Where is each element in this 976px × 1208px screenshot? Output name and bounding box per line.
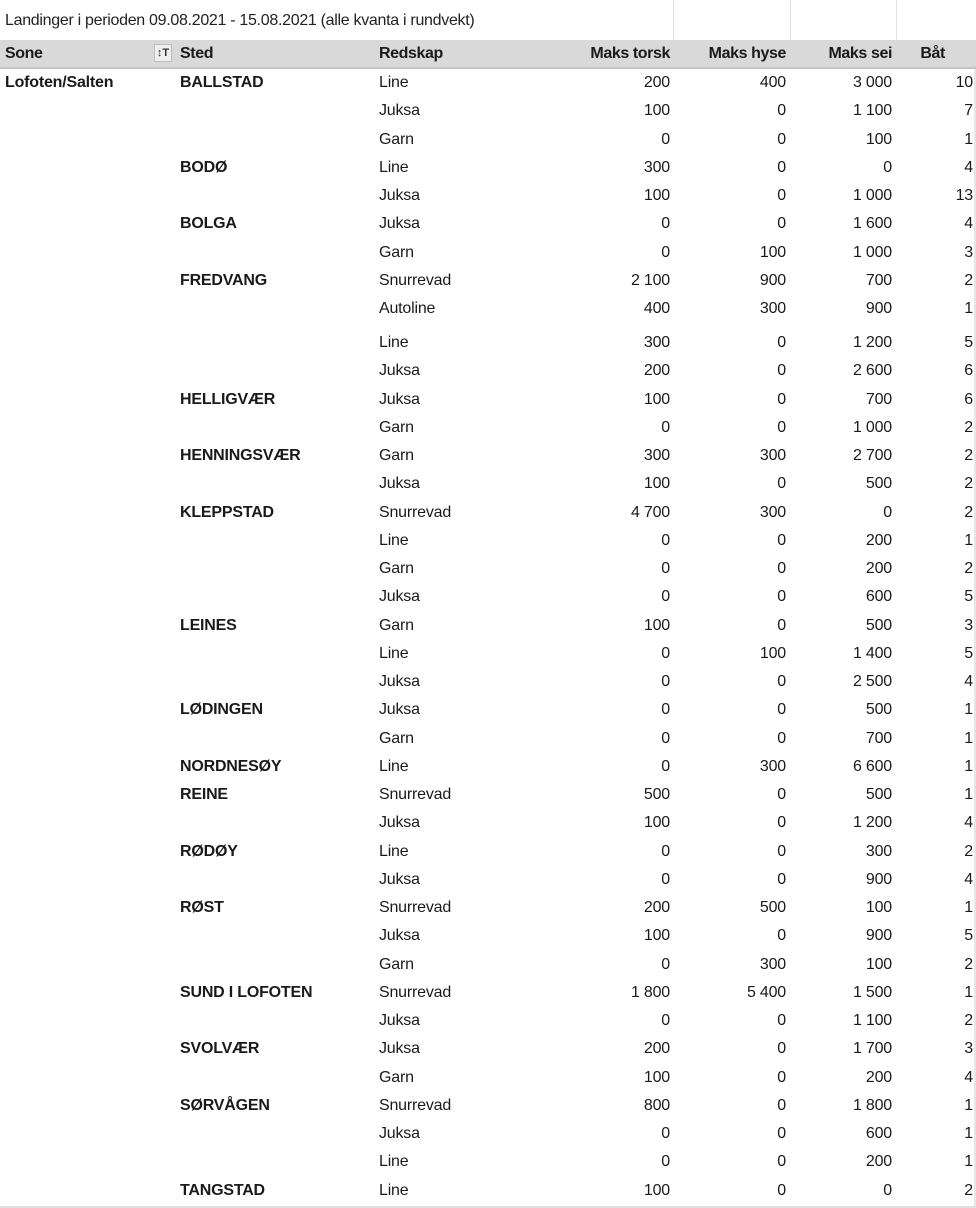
- cell-bat[interactable]: 4: [964, 158, 973, 176]
- cell-maks-hyse[interactable]: 0: [777, 1012, 786, 1029]
- cell-sted[interactable]: BOLGA: [180, 215, 237, 233]
- table-row[interactable]: [0, 725, 976, 753]
- cell-maks-sei[interactable]: 200: [865, 560, 892, 577]
- table-row[interactable]: [0, 323, 976, 357]
- cell-redskap[interactable]: Juksa: [379, 102, 420, 120]
- header-sted[interactable]: Sted: [180, 45, 214, 62]
- cell-maks-hyse[interactable]: 0: [777, 842, 786, 860]
- cell-redskap[interactable]: Line: [379, 158, 409, 176]
- cell-maks-torsk[interactable]: 0: [661, 701, 670, 719]
- cell-bat[interactable]: 6: [964, 362, 973, 380]
- cell-bat[interactable]: 1: [964, 531, 973, 549]
- cell-redskap[interactable]: Juksa: [379, 362, 420, 380]
- table-row[interactable]: [0, 1092, 976, 1120]
- cell-maks-torsk[interactable]: 200: [643, 1040, 670, 1058]
- cell-maks-hyse[interactable]: 0: [777, 130, 786, 148]
- cell-redskap[interactable]: Snurrevad: [379, 1096, 452, 1114]
- cell-sted[interactable]: LØDINGEN: [180, 701, 263, 719]
- table-row[interactable]: [0, 951, 976, 979]
- header-maks-sei[interactable]: Maks sei: [828, 45, 892, 62]
- cell-maks-torsk[interactable]: 0: [661, 644, 670, 662]
- cell-bat[interactable]: 1: [964, 786, 973, 803]
- cell-sted[interactable]: NORDNESØY: [180, 757, 282, 775]
- cell-maks-sei[interactable]: 500: [865, 701, 892, 719]
- cell-maks-torsk[interactable]: 4 700: [630, 503, 670, 521]
- cell-maks-torsk[interactable]: 100: [643, 187, 670, 204]
- cell-redskap[interactable]: Juksa: [379, 1125, 420, 1142]
- table-row[interactable]: [0, 126, 976, 154]
- table-row[interactable]: [0, 442, 976, 470]
- cell-maks-hyse[interactable]: 0: [777, 588, 786, 606]
- cell-redskap[interactable]: Line: [379, 74, 409, 91]
- cell-maks-sei[interactable]: 200: [865, 1153, 892, 1171]
- table-header: [0, 40, 976, 69]
- cell-maks-torsk[interactable]: 100: [643, 390, 670, 408]
- cell-maks-hyse[interactable]: 300: [759, 503, 786, 521]
- cell-maks-hyse[interactable]: 0: [777, 531, 786, 549]
- cell-maks-sei[interactable]: 600: [865, 588, 892, 606]
- cell-bat[interactable]: 10: [955, 74, 973, 91]
- cell-sted[interactable]: TANGSTAD: [180, 1181, 265, 1199]
- cell-maks-torsk[interactable]: 0: [661, 1153, 670, 1171]
- cell-redskap[interactable]: Snurrevad: [379, 786, 452, 803]
- cell-redskap[interactable]: Garn: [379, 560, 414, 577]
- cell-maks-hyse[interactable]: 5 400: [746, 983, 786, 1001]
- table-row[interactable]: [0, 781, 976, 809]
- cell-redskap[interactable]: Garn: [379, 955, 414, 973]
- table-row[interactable]: [0, 527, 976, 555]
- cell-redskap[interactable]: Line: [379, 757, 409, 775]
- table-row[interactable]: [0, 696, 976, 724]
- cell-sted[interactable]: HELLIGVÆR: [180, 390, 276, 408]
- table-row[interactable]: [0, 583, 976, 611]
- cell-redskap[interactable]: Line: [379, 1153, 409, 1171]
- cell-maks-sei[interactable]: 1 000: [852, 187, 892, 204]
- cell-maks-hyse[interactable]: 0: [777, 334, 786, 352]
- table-row[interactable]: [0, 668, 976, 696]
- cell-maks-torsk[interactable]: 0: [661, 130, 670, 148]
- cell-maks-torsk[interactable]: 100: [643, 814, 670, 832]
- cell-maks-hyse[interactable]: 0: [777, 158, 786, 176]
- cell-bat[interactable]: 1: [964, 130, 973, 148]
- table-row[interactable]: [0, 295, 976, 323]
- cell-sted[interactable]: SUND I LOFOTEN: [180, 983, 313, 1001]
- gridline: [673, 0, 674, 40]
- cell-redskap[interactable]: Juksa: [379, 475, 420, 493]
- cell-redskap[interactable]: Line: [379, 1181, 409, 1199]
- table-row[interactable]: [0, 97, 976, 125]
- cell-bat[interactable]: 6: [964, 390, 973, 408]
- table-row[interactable]: [0, 922, 976, 950]
- cell-maks-sei[interactable]: 500: [865, 475, 892, 493]
- cell-redskap[interactable]: Juksa: [379, 870, 420, 888]
- cell-maks-torsk[interactable]: 500: [643, 786, 670, 803]
- cell-bat[interactable]: 3: [964, 1040, 973, 1058]
- cell-maks-sei[interactable]: 900: [865, 870, 892, 888]
- cell-maks-hyse[interactable]: 0: [777, 814, 786, 832]
- cell-sted[interactable]: SØRVÅGEN: [180, 1096, 270, 1114]
- cell-sted[interactable]: FREDVANG: [180, 271, 267, 289]
- cell-maks-torsk[interactable]: 0: [661, 418, 670, 436]
- cell-bat[interactable]: 7: [964, 102, 973, 120]
- cell-maks-torsk[interactable]: 0: [661, 588, 670, 606]
- cell-maks-hyse[interactable]: 0: [777, 390, 786, 408]
- cell-maks-torsk[interactable]: 0: [661, 215, 670, 233]
- table-row[interactable]: [0, 894, 976, 922]
- cell-redskap[interactable]: Juksa: [379, 927, 420, 945]
- cell-bat[interactable]: 2: [964, 418, 973, 436]
- cell-bat[interactable]: 13: [955, 187, 973, 204]
- cell-maks-sei[interactable]: 2 700: [852, 447, 892, 464]
- cell-redskap[interactable]: Autoline: [379, 300, 436, 317]
- cell-sted[interactable]: BALLSTAD: [180, 74, 264, 91]
- cell-sted[interactable]: HENNINGSVÆR: [180, 447, 301, 464]
- cell-maks-sei[interactable]: 1 400: [852, 644, 892, 662]
- cell-maks-hyse[interactable]: 0: [777, 187, 786, 204]
- cell-maks-sei[interactable]: 1 000: [852, 243, 892, 261]
- cell-maks-sei[interactable]: 1 700: [852, 1040, 892, 1058]
- cell-maks-torsk[interactable]: 0: [661, 955, 670, 973]
- cell-maks-hyse[interactable]: 300: [759, 955, 786, 973]
- table-row[interactable]: [0, 1148, 976, 1176]
- cell-bat[interactable]: 1: [964, 899, 973, 916]
- cell-maks-torsk[interactable]: 200: [643, 362, 670, 380]
- cell-bat[interactable]: 2: [964, 1181, 973, 1199]
- header-sone[interactable]: Sone: [5, 45, 43, 62]
- cell-maks-torsk[interactable]: 100: [643, 1068, 670, 1086]
- cell-redskap[interactable]: Garn: [379, 130, 414, 148]
- cell-redskap[interactable]: Juksa: [379, 1012, 420, 1029]
- cell-maks-hyse[interactable]: 500: [759, 899, 786, 916]
- cell-redskap[interactable]: Line: [379, 531, 409, 549]
- cell-bat[interactable]: 3: [964, 616, 973, 634]
- table-row[interactable]: [0, 753, 976, 781]
- gridline: [896, 0, 897, 40]
- cell-maks-hyse[interactable]: 0: [777, 1040, 786, 1058]
- cell-maks-sei[interactable]: 600: [865, 1125, 892, 1142]
- cell-redskap[interactable]: Snurrevad: [379, 983, 452, 1001]
- cell-redskap[interactable]: Garn: [379, 729, 414, 747]
- cell-maks-hyse[interactable]: 0: [777, 102, 786, 120]
- cell-maks-sei[interactable]: 0: [883, 503, 892, 521]
- cell-maks-sei[interactable]: 1 200: [852, 334, 892, 352]
- table-row[interactable]: [0, 69, 976, 97]
- cell-bat[interactable]: 1: [964, 1125, 973, 1142]
- cell-bat[interactable]: 4: [964, 814, 973, 832]
- cell-maks-torsk[interactable]: 800: [643, 1096, 670, 1114]
- cell-redskap[interactable]: Snurrevad: [379, 271, 452, 289]
- cell-maks-torsk[interactable]: 300: [643, 334, 670, 352]
- table-row[interactable]: [0, 838, 976, 866]
- table-row[interactable]: [0, 1177, 976, 1205]
- cell-maks-torsk[interactable]: 0: [661, 1012, 670, 1029]
- cell-maks-hyse[interactable]: 0: [777, 1181, 786, 1199]
- cell-bat[interactable]: 2: [964, 271, 973, 289]
- header-redskap[interactable]: Redskap: [379, 45, 443, 62]
- cell-maks-hyse[interactable]: 0: [777, 418, 786, 436]
- report-title: Landinger i perioden 09.08.2021 - 15.08.2021 (alle kvanta i rundvekt): [5, 12, 475, 29]
- table-row[interactable]: [0, 555, 976, 583]
- cell-bat[interactable]: 1: [964, 757, 973, 775]
- cell-maks-hyse[interactable]: 0: [777, 616, 786, 634]
- cell-redskap[interactable]: Garn: [379, 616, 414, 634]
- cell-sted[interactable]: SVOLVÆR: [180, 1040, 260, 1058]
- cell-maks-sei[interactable]: 0: [883, 1181, 892, 1199]
- cell-redskap[interactable]: Garn: [379, 243, 414, 261]
- cell-maks-torsk[interactable]: 0: [661, 842, 670, 860]
- cell-bat[interactable]: 5: [964, 588, 973, 606]
- cell-maks-hyse[interactable]: 0: [777, 1096, 786, 1114]
- cell-redskap[interactable]: Juksa: [379, 215, 420, 233]
- cell-maks-hyse[interactable]: 100: [759, 644, 786, 662]
- cell-redskap[interactable]: Garn: [379, 447, 414, 464]
- cell-maks-hyse[interactable]: 300: [759, 757, 786, 775]
- cell-redskap[interactable]: Juksa: [379, 1040, 420, 1058]
- cell-maks-torsk[interactable]: 0: [661, 243, 670, 261]
- cell-maks-torsk[interactable]: 100: [643, 1181, 670, 1199]
- cell-bat[interactable]: 1: [964, 1096, 973, 1114]
- cell-maks-torsk[interactable]: 100: [643, 102, 670, 120]
- cell-maks-hyse[interactable]: 0: [777, 870, 786, 888]
- cell-sted[interactable]: LEINES: [180, 616, 237, 634]
- cell-redskap[interactable]: Snurrevad: [379, 503, 452, 521]
- cell-maks-torsk[interactable]: 400: [643, 300, 670, 317]
- cell-maks-sei[interactable]: 2 500: [852, 673, 892, 690]
- cell-maks-hyse[interactable]: 0: [777, 786, 786, 803]
- cell-bat[interactable]: 2: [964, 1012, 973, 1029]
- cell-bat[interactable]: 4: [964, 1068, 973, 1086]
- cell-maks-hyse[interactable]: 0: [777, 1153, 786, 1171]
- cell-bat[interactable]: 1: [964, 701, 973, 719]
- cell-maks-torsk[interactable]: 1 800: [630, 983, 670, 1001]
- table-row[interactable]: [0, 210, 976, 238]
- cell-maks-torsk[interactable]: 0: [661, 673, 670, 690]
- cell-maks-hyse[interactable]: 0: [777, 475, 786, 493]
- table-row[interactable]: [0, 1007, 976, 1035]
- cell-sone[interactable]: Lofoten/Salten: [5, 74, 114, 91]
- cell-bat[interactable]: 1: [964, 1153, 973, 1171]
- cell-maks-hyse[interactable]: 0: [777, 362, 786, 380]
- cell-sted[interactable]: RØST: [180, 899, 224, 916]
- cell-redskap[interactable]: Juksa: [379, 588, 420, 606]
- cell-redskap[interactable]: Juksa: [379, 701, 420, 719]
- cell-maks-sei[interactable]: 100: [865, 130, 892, 148]
- cell-maks-hyse[interactable]: 400: [759, 74, 786, 91]
- cell-sted[interactable]: KLEPPSTAD: [180, 503, 274, 521]
- cell-sted[interactable]: REINE: [180, 786, 228, 803]
- cell-bat[interactable]: 1: [964, 983, 973, 1001]
- cell-maks-torsk[interactable]: 0: [661, 729, 670, 747]
- cell-maks-torsk[interactable]: 100: [643, 475, 670, 493]
- cell-redskap[interactable]: Juksa: [379, 187, 420, 204]
- cell-redskap[interactable]: Juksa: [379, 673, 420, 690]
- cell-redskap[interactable]: Line: [379, 644, 409, 662]
- gridline: [790, 0, 791, 40]
- table-row[interactable]: [0, 1064, 976, 1092]
- cell-maks-sei[interactable]: 200: [865, 1068, 892, 1086]
- table-row[interactable]: [0, 612, 976, 640]
- cell-maks-sei[interactable]: 1 500: [852, 983, 892, 1001]
- table-row[interactable]: [0, 154, 976, 182]
- cell-maks-torsk[interactable]: 100: [643, 927, 670, 945]
- table-row[interactable]: [0, 809, 976, 837]
- cell-maks-torsk[interactable]: 0: [661, 560, 670, 577]
- cell-maks-sei[interactable]: 500: [865, 616, 892, 634]
- cell-maks-torsk[interactable]: 0: [661, 870, 670, 888]
- cell-bat[interactable]: 2: [964, 560, 973, 577]
- cell-maks-sei[interactable]: 0: [883, 158, 892, 176]
- table-row[interactable]: [0, 386, 976, 414]
- cell-maks-torsk[interactable]: 200: [643, 899, 670, 916]
- cell-maks-hyse[interactable]: 0: [777, 1068, 786, 1086]
- cell-bat[interactable]: 1: [964, 300, 973, 317]
- cell-bat[interactable]: 4: [964, 673, 973, 690]
- cell-maks-sei[interactable]: 1 000: [852, 418, 892, 436]
- report-title-row: [0, 0, 976, 41]
- table-row[interactable]: [0, 357, 976, 385]
- cell-bat[interactable]: 2: [964, 447, 973, 464]
- cell-maks-torsk[interactable]: 0: [661, 757, 670, 775]
- cell-maks-torsk[interactable]: 0: [661, 1125, 670, 1142]
- cell-maks-torsk[interactable]: 2 100: [630, 271, 670, 289]
- cell-maks-hyse[interactable]: 300: [759, 447, 786, 464]
- cell-bat[interactable]: 2: [964, 475, 973, 493]
- cell-maks-sei[interactable]: 1 600: [852, 215, 892, 233]
- cell-sted[interactable]: RØDØY: [180, 842, 238, 860]
- cell-maks-sei[interactable]: 1 100: [852, 102, 892, 120]
- cell-bat[interactable]: 3: [964, 243, 973, 261]
- cell-maks-torsk[interactable]: 300: [643, 158, 670, 176]
- table-row[interactable]: [0, 267, 976, 295]
- cell-maks-sei[interactable]: 900: [865, 300, 892, 317]
- cell-maks-hyse[interactable]: 0: [777, 927, 786, 945]
- cell-maks-hyse[interactable]: 0: [777, 673, 786, 690]
- cell-maks-sei[interactable]: 3 000: [852, 74, 892, 91]
- cell-maks-sei[interactable]: 200: [865, 531, 892, 549]
- cell-bat[interactable]: 5: [964, 644, 973, 662]
- table-row[interactable]: [0, 1120, 976, 1148]
- cell-sted[interactable]: BODØ: [180, 158, 228, 176]
- cell-maks-torsk[interactable]: 0: [661, 531, 670, 549]
- cell-maks-hyse[interactable]: 0: [777, 560, 786, 577]
- table-row[interactable]: [0, 979, 976, 1007]
- cell-bat[interactable]: 2: [964, 503, 973, 521]
- cell-maks-sei[interactable]: 1 100: [852, 1012, 892, 1029]
- table-row[interactable]: [0, 414, 976, 442]
- cell-bat[interactable]: 5: [964, 927, 973, 945]
- cell-maks-sei[interactable]: 2 600: [852, 362, 892, 380]
- cell-maks-hyse[interactable]: 900: [759, 271, 786, 289]
- table-row[interactable]: [0, 239, 976, 267]
- header-bat[interactable]: Båt: [920, 45, 945, 62]
- cell-bat[interactable]: 2: [964, 955, 973, 973]
- table-row[interactable]: [0, 470, 976, 498]
- cell-redskap[interactable]: Snurrevad: [379, 899, 452, 916]
- cell-maks-sei[interactable]: 300: [865, 842, 892, 860]
- cell-maks-hyse[interactable]: 300: [759, 300, 786, 317]
- cell-maks-hyse[interactable]: 100: [759, 243, 786, 261]
- filter-sort-icon[interactable]: ↕T: [154, 44, 172, 62]
- cell-redskap[interactable]: Garn: [379, 1068, 414, 1086]
- cell-redskap[interactable]: Line: [379, 842, 409, 860]
- table-body: [0, 69, 976, 1205]
- cell-maks-hyse[interactable]: 0: [777, 215, 786, 233]
- header-maks-torsk[interactable]: Maks torsk: [590, 45, 670, 62]
- cell-redskap[interactable]: Juksa: [379, 390, 420, 408]
- table-row[interactable]: [0, 640, 976, 668]
- cell-redskap[interactable]: Juksa: [379, 814, 420, 832]
- cell-maks-sei[interactable]: 700: [865, 271, 892, 289]
- table-row[interactable]: [0, 866, 976, 894]
- cell-bat[interactable]: 4: [964, 215, 973, 233]
- cell-bat[interactable]: 2: [964, 842, 973, 860]
- cell-bat[interactable]: 5: [964, 334, 973, 352]
- cell-redskap[interactable]: Line: [379, 334, 409, 352]
- cell-maks-hyse[interactable]: 0: [777, 1125, 786, 1142]
- cell-maks-sei[interactable]: 6 600: [852, 757, 892, 775]
- cell-maks-torsk[interactable]: 100: [643, 616, 670, 634]
- cell-maks-torsk[interactable]: 300: [643, 447, 670, 464]
- cell-maks-sei[interactable]: 100: [865, 955, 892, 973]
- header-maks-hyse[interactable]: Maks hyse: [708, 45, 786, 62]
- cell-maks-sei[interactable]: 700: [865, 390, 892, 408]
- cell-maks-sei[interactable]: 100: [865, 899, 892, 916]
- cell-bat[interactable]: 1: [964, 729, 973, 747]
- table-row[interactable]: [0, 499, 976, 527]
- cell-maks-hyse[interactable]: 0: [777, 701, 786, 719]
- cell-maks-sei[interactable]: 1 800: [852, 1096, 892, 1114]
- cell-maks-hyse[interactable]: 0: [777, 729, 786, 747]
- cell-redskap[interactable]: Garn: [379, 418, 414, 436]
- table-row[interactable]: [0, 182, 976, 210]
- table-row[interactable]: [0, 1035, 976, 1063]
- cell-maks-torsk[interactable]: 200: [643, 74, 670, 91]
- cell-maks-sei[interactable]: 500: [865, 786, 892, 803]
- cell-bat[interactable]: 4: [964, 870, 973, 888]
- cell-maks-sei[interactable]: 700: [865, 729, 892, 747]
- cell-maks-sei[interactable]: 1 200: [852, 814, 892, 832]
- cell-maks-sei[interactable]: 900: [865, 927, 892, 945]
